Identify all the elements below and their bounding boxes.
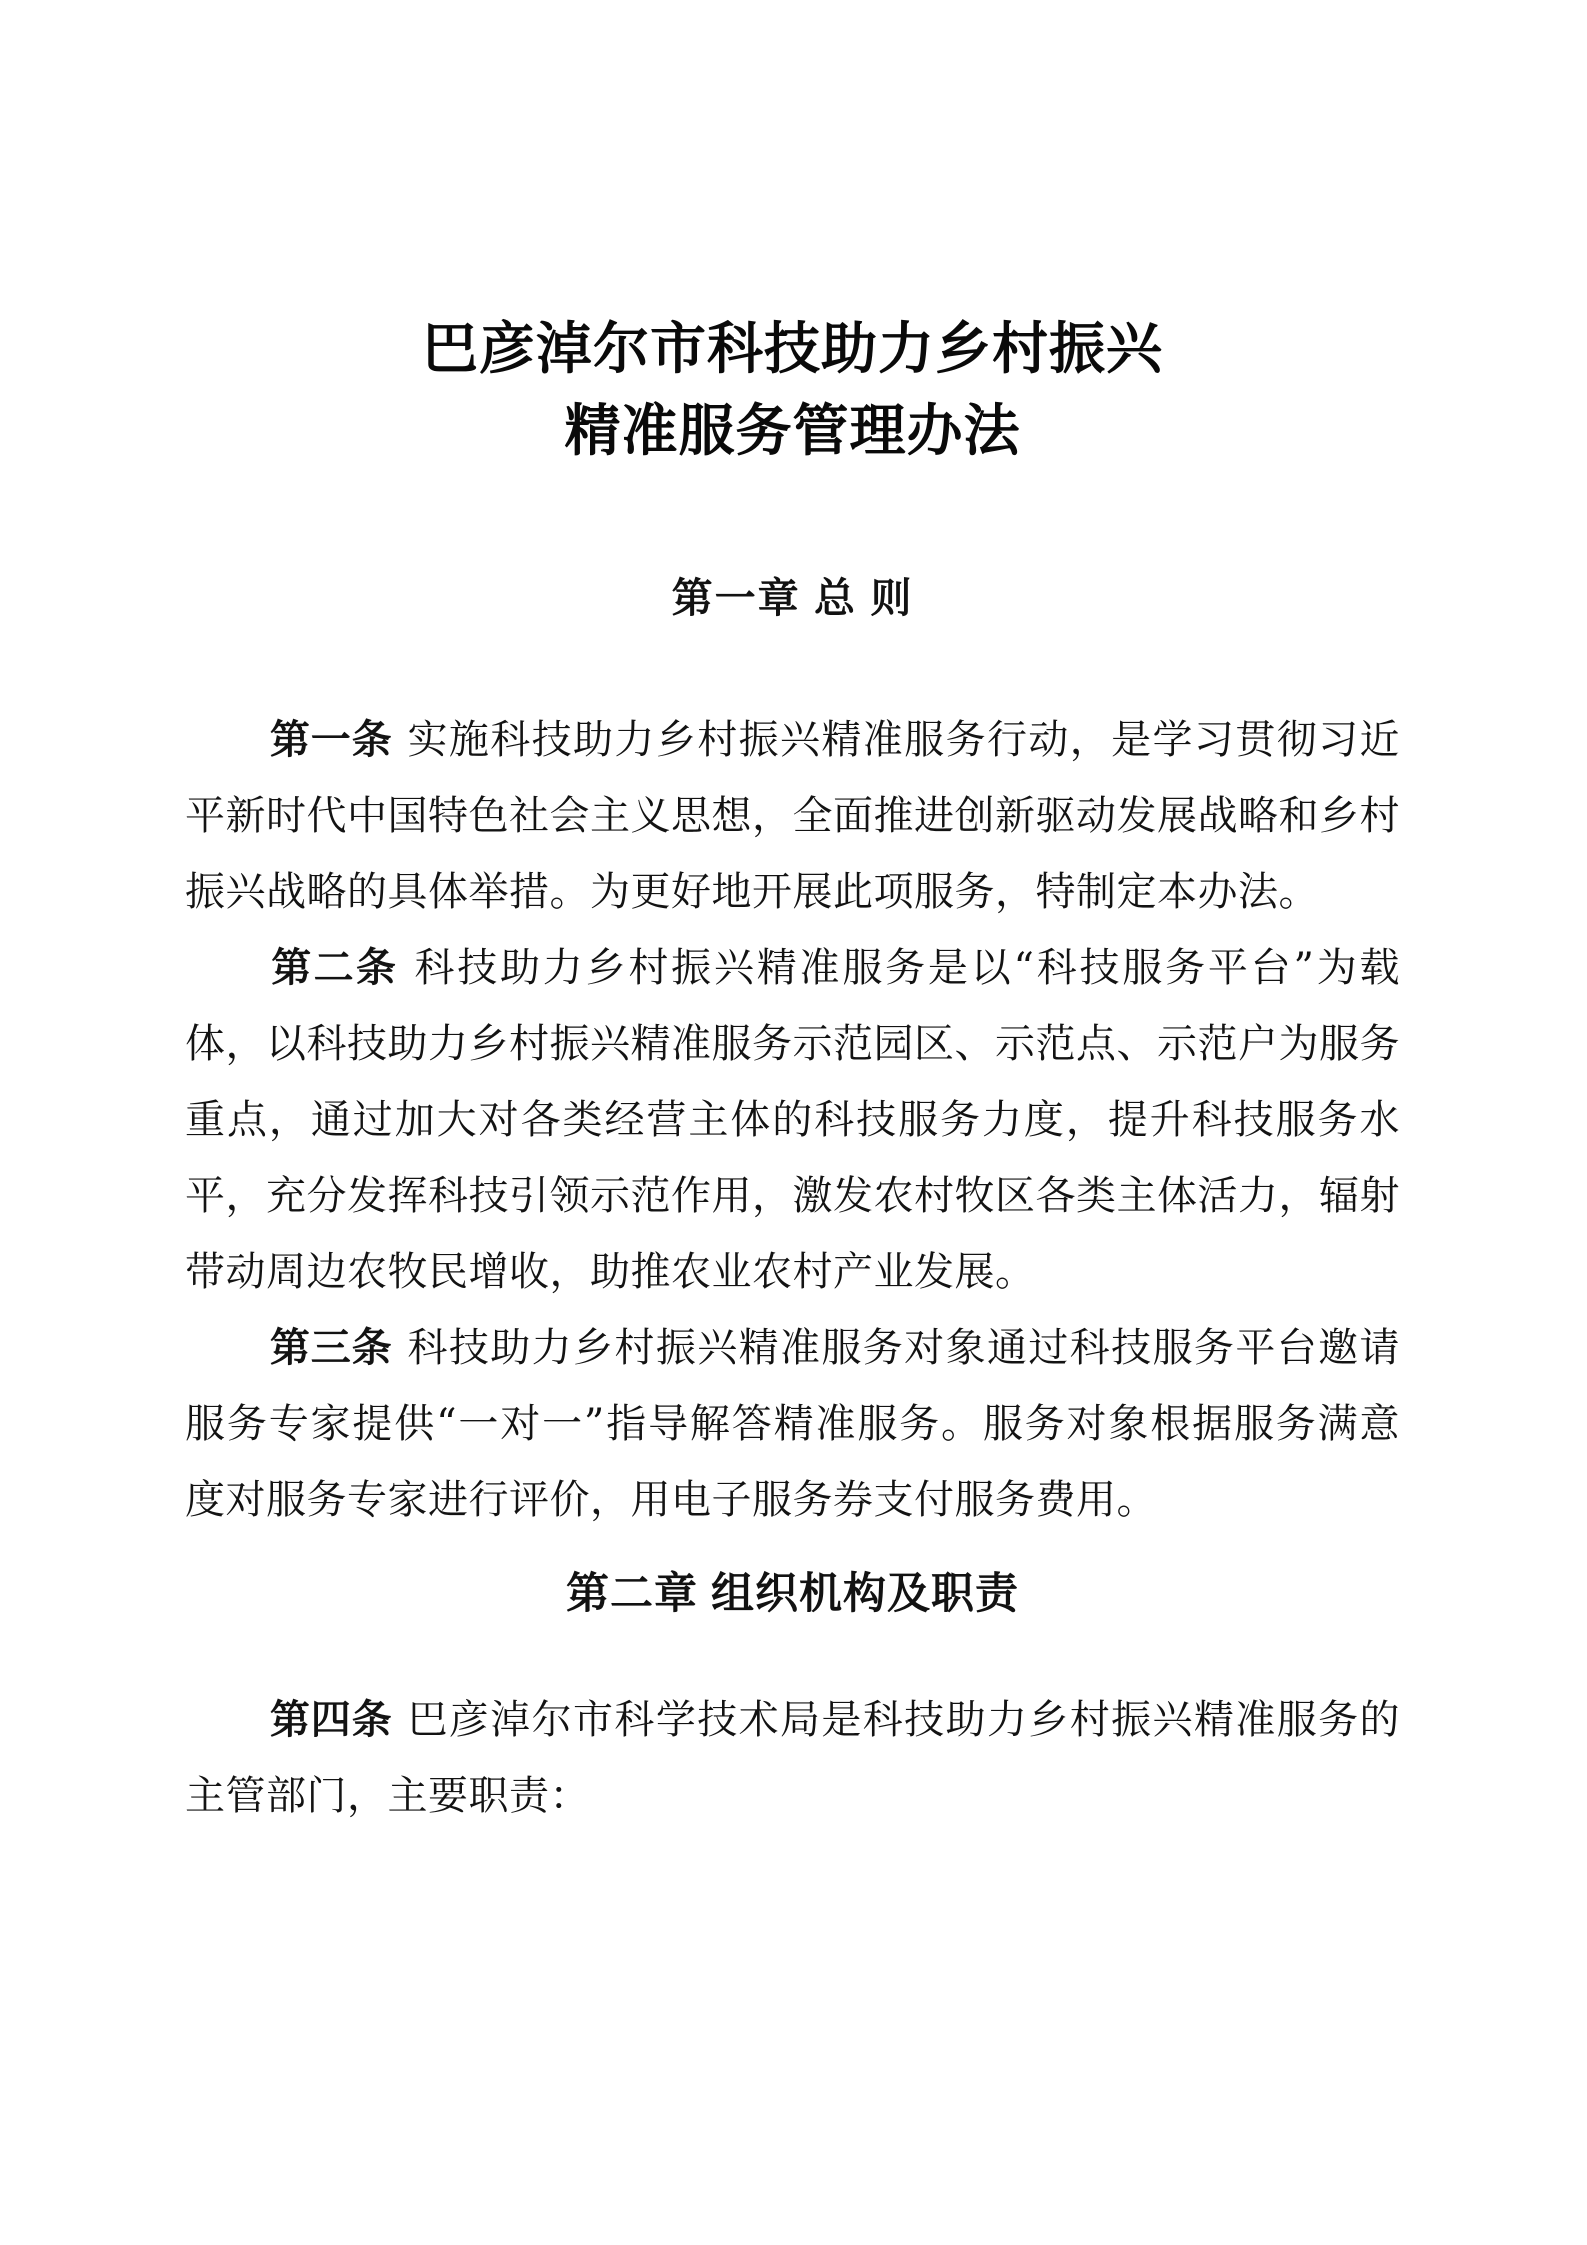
chapter-heading-1: 第一章 总 则 xyxy=(671,574,914,621)
article-number: 第一条 xyxy=(269,717,393,762)
article-number: 第三条 xyxy=(269,1325,393,1370)
article-paragraph xyxy=(185,930,1400,1310)
article-text: 实施科技助力乡村振兴精准服务行动，是学习贯彻习近平新时代中国特色社会主义思想，全面推进创新驱动发展战略和乡村振兴战略的具体举措。为更好地开展此项服务，特制定本办法。 xyxy=(185,716,1401,915)
article-number: 第四条 xyxy=(269,1697,393,1742)
article-paragraph xyxy=(185,1682,1400,1834)
chapter-2-body xyxy=(185,1682,1400,1834)
article-number: 第二条 xyxy=(269,945,399,990)
chapter-heading-2: 第二章 组织机构及职责 xyxy=(566,1569,1019,1618)
article-text: 巴彦淖尔市科学技术局是科技助力乡村振兴精准服务的主管部门，主要职责： xyxy=(185,1696,1401,1819)
article-text: 科技助力乡村振兴精准服务对象通过科技服务平台邀请服务专家提供“一对一”指导解答精准服务。服务对象根据服务满意度对服务专家进行评价，用电子服务券支付服务费用。 xyxy=(185,1324,1401,1523)
page-content xyxy=(185,0,1400,1834)
chapter-1-body xyxy=(185,702,1400,1538)
article-paragraph xyxy=(185,1310,1400,1538)
article-text: 科技助力乡村振兴精准服务是以“科技服务平台”为载体，以科技助力乡村振兴精准服务示范园区、示范点、示范户为服务重点，通过加大对各类经营主体的科技服务力度，提升科技服务水平，充分发挥科技引领示范作用，激发农村牧区各类主体活力，辐射带动周边农牧民增收，助推农业农村产业发展。 xyxy=(185,944,1400,1295)
title-line-1: 巴彦淖尔市科技助力乡村振兴 xyxy=(422,315,1163,382)
article-paragraph xyxy=(185,702,1400,930)
page-title xyxy=(185,38,1400,472)
title-line-2: 精准服务管理办法 xyxy=(564,397,1021,464)
